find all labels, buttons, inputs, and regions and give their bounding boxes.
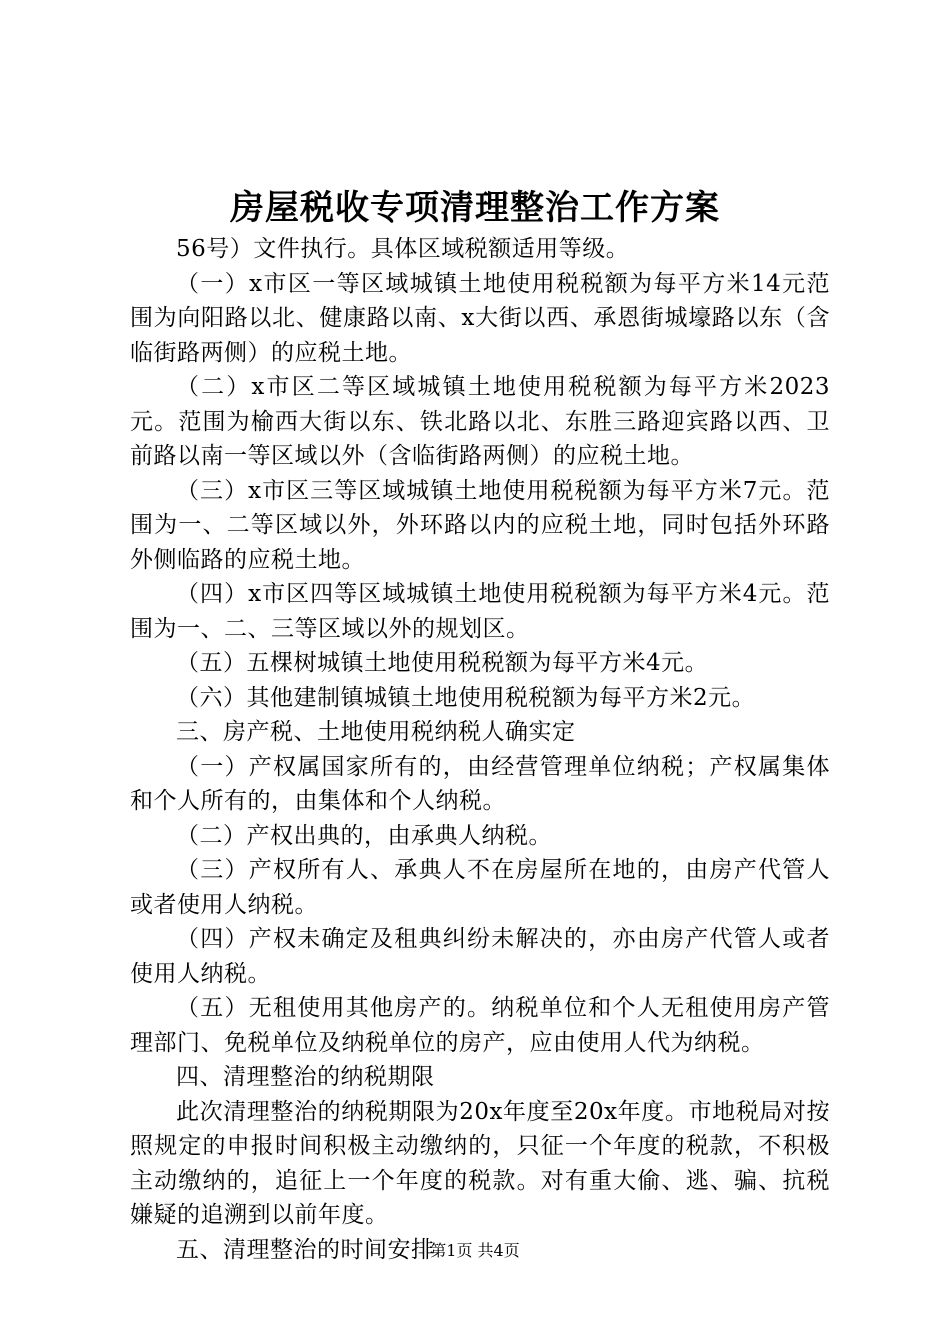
paragraph: （四）产权未确定及租典纠纷未解决的，亦由房产代管人或者使用人纳税。: [130, 926, 830, 987]
paragraph: （四）x市区四等区域城镇土地使用税税额为每平方米4元。范围为一、二、三等区域以外的规划区。: [130, 581, 830, 642]
document-body: [130, 232, 830, 1267]
paragraph: （五）五棵树城镇土地使用税税额为每平方米4元。: [176, 650, 709, 676]
paragraph: （一）x市区一等区域城镇土地使用税税额为每平方米14元范围为向阳路以北、健康路以南、x大街以西、承恩街城壕路以东（含临街路两侧）的应税土地。: [130, 270, 830, 366]
document-title: 房屋税收专项清理整治工作方案: [230, 188, 720, 228]
section-heading: 三、房产税、土地使用税纳税人确实定: [176, 719, 576, 745]
section-heading: 四、清理整治的纳税期限: [176, 1064, 435, 1090]
section-heading: 五、清理整治的时间安排: [176, 1236, 435, 1263]
paragraph: （六）其他建制镇城镇土地使用税税额为每平方米2元。: [176, 684, 756, 711]
paragraph: （二）产权出典的，由承典人纳税。: [176, 822, 552, 849]
paragraph: 此次清理整治的纳税期限为20x年度至20x年度。市地税局对按照规定的申报时间积极主动缴纳的，只征一个年度的税款，不积极主动缴纳的，追征上一个年度的税款。对有重大偷、逃、骗、抗税嫌疑的追溯到以前年度。: [130, 1098, 830, 1228]
paragraph: （三）x市区三等区域城镇土地使用税税额为每平方米7元。范围为一、二等区域以外，外环路以内的应税土地，同时包括外环路外侧临路的应税土地。: [130, 477, 830, 573]
paragraph: （一）产权属国家所有的，由经营管理单位纳税；产权属集体和个人所有的，由集体和个人纳税。: [130, 753, 830, 814]
paragraph: （二）x市区二等区域城镇土地使用税税额为每平方米2023元。范围为榆西大街以东、铁北路以北、东胜三路迎宾路以西、卫前路以南一等区域以外（含临街路两侧）的应税土地。: [130, 374, 830, 469]
paragraph: 56号）文件执行。具体区域税额适用等级。: [176, 236, 630, 262]
page-footer: 第1页 共4页: [430, 1241, 520, 1260]
paragraph: （五）无租使用其他房产的。纳税单位和个人无租使用房产管理部门、免税单位及纳税单位的房产，应由使用人代为纳税。: [130, 995, 830, 1056]
paragraph: （三）产权所有人、承典人不在房屋所在地的，由房产代管人或者使用人纳税。: [130, 857, 830, 918]
